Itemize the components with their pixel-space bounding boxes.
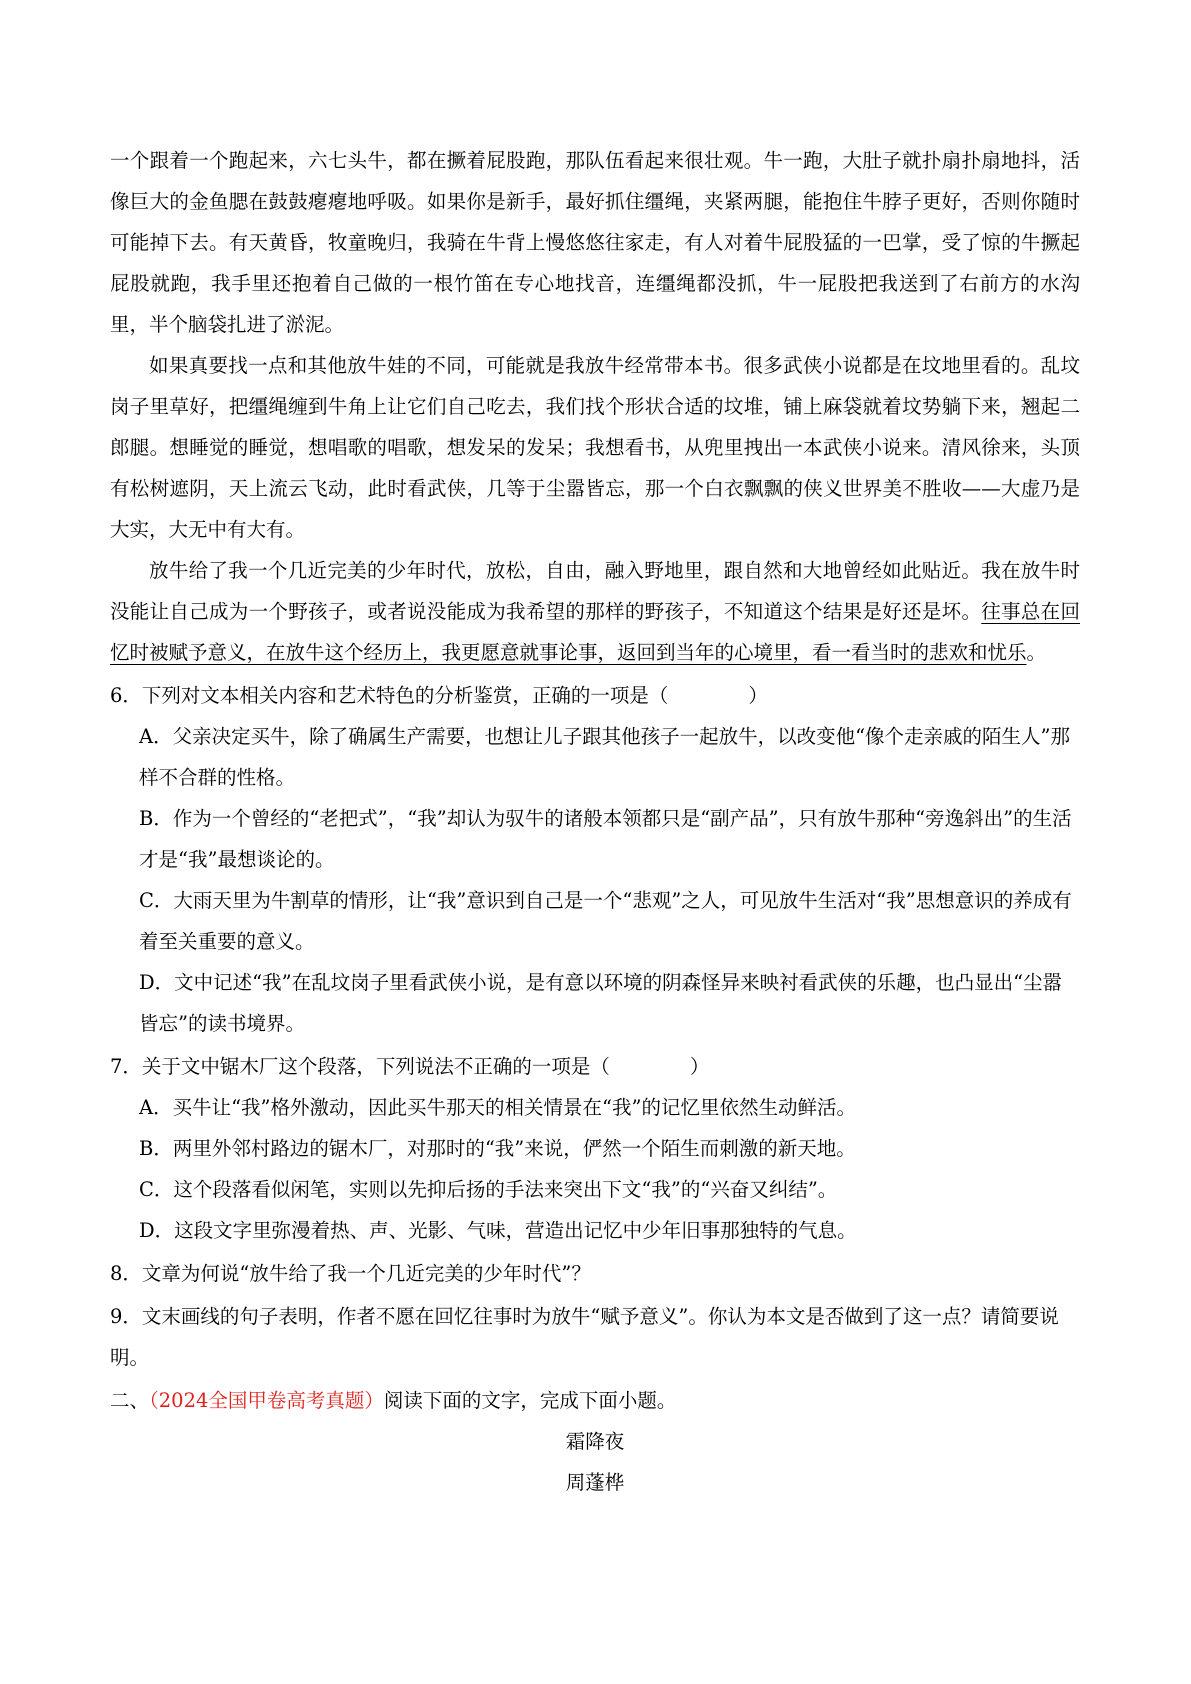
question-7-option-b: B．两里外邻村路边的锯木厂，对那时的“我”来说，俨然一个陌生而刺激的新天地。 xyxy=(139,1137,856,1160)
question-7-stem xyxy=(110,1046,1080,1087)
section-2-heading xyxy=(110,1380,1080,1421)
question-7-text: 7．关于文中锯木厂这个段落，下列说法不正确的一项是（ xyxy=(110,1055,610,1078)
passage-paragraph-1: 一个跟着一个跑起来，六七头牛，都在撅着屁股跑，那队伍看起来很壮观。牛一跑，大肚子就扑扇扑扇地抖，活像巨大的金鱼腮在鼓鼓瘪瘪地呼吸。如果你是新手，最好抓住缰绳，夹紧两腿，能抱住牛脖子更好，否则你随时可能掉下去。有天黄昏，牧童晚归，我骑在牛背上慢悠悠往家走，有人对着牛屁股猛的一巴掌，受了惊的牛撅起屁股就跑，我手里还抱着自己做的一根竹笛在专心地找音，连缰绳都没抓，牛一屁股把我送到了右前方的水沟里，半个脑袋扎进了淤泥。 xyxy=(110,149,1080,336)
question-7-option-d: D．这段文字里弥漫着热、声、光影、气味，营造出记忆中少年旧事那独特的气息。 xyxy=(139,1219,857,1242)
question-9: 9．文末画线的句子表明，作者不愿在回忆往事时为放牛“赋予意义”。你认为本文是否做到了这一点？请简要说明。 xyxy=(110,1305,1059,1369)
question-7-close: ） xyxy=(689,1055,710,1078)
question-7-option-a: A．买牛让“我”格外激动，因此买牛那天的相关情景在“我”的记忆里依然生动鲜活。 xyxy=(139,1096,856,1119)
question-6-close: ） xyxy=(748,684,768,707)
article-title: 霜降夜 xyxy=(565,1430,625,1453)
article-author: 周蓬桦 xyxy=(565,1471,625,1494)
question-6-text: 6．下列对文本相关内容和艺术特色的分析鉴赏，正确的一项是（ xyxy=(110,684,669,707)
passage-paragraph-3-end: 。 xyxy=(1026,641,1047,664)
question-6-stem xyxy=(110,675,1080,716)
document-page xyxy=(110,140,1080,1503)
question-7-option-c: C．这个段落看似闲笔，实则以先抑后扬的手法来突出下文“我”的“兴奋又纠结”。 xyxy=(139,1178,838,1201)
passage-paragraph-3-text: 放牛给了我一个几近完美的少年时代，放松，自由，融入野地里，跟自然和大地曾经如此贴近。我在放牛时没能让自己成为一个野孩子，或者说没能成为我希望的那样的野孩子，不知道这个结果是好还是坏。 xyxy=(110,559,1080,623)
question-8: 8．文章为何说“放牛给了我一个几近完美的少年时代”？ xyxy=(110,1262,591,1285)
question-6-option-b: B．作为一个曾经的“老把式”，“我”却认为驭牛的诸般本领都只是“副产品”，只有放牛那种“旁逸斜出”的生活才是“我”最想谈论的。 xyxy=(139,807,1072,871)
passage-paragraph-2: 如果真要找一点和其他放牛娃的不同，可能就是我放牛经常带本书。很多武侠小说都是在坟地里看的。乱坟岗子里草好，把缰绳缠到牛角上让它们自己吃去，我们找个形状合适的坟堆，铺上麻袋就着坟势躺下来，翘起二郎腿。想睡觉的睡觉，想唱歌的唱歌，想发呆的发呆；我想看书，从兜里拽出一本武侠小说来。清风徐来，头顶有松树遮阴，天上流云飞动，此时看武侠，几等于尘嚣皆忘，那一个白衣飘飘的侠义世界美不胜收——大虚乃是大实，大无中有大有。 xyxy=(110,354,1080,541)
question-6-option-d: D．文中记述“我”在乱坟岗子里看武侠小说，是有意以环境的阴森怪异来映衬看武侠的乐趣，也凸显出“尘嚣皆忘”的读书境界。 xyxy=(139,971,1063,1035)
underlined-sentence: 往事总在回忆时被赋予意义，在放牛这个经历上，我更愿意就事论事，返回到当年的心境里，看一看当时的悲欢和忧乐 xyxy=(110,600,1080,664)
passage-paragraph-3 xyxy=(110,550,1080,673)
question-6-option-c: C．大雨天里为牛割草的情形，让“我”意识到自己是一个“悲观”之人，可见放牛生活对“我”思想意识的养成有着至关重要的意义。 xyxy=(139,889,1072,953)
section-2-source: （2024全国甲卷高考真题） xyxy=(149,1389,384,1412)
section-2-prefix: 二、 xyxy=(110,1389,150,1412)
question-6-option-a: A．父亲决定买牛，除了确属生产需要，也想让儿子跟其他孩子一起放牛，以改变他“像个走亲戚的陌生人”那样不合群的性格。 xyxy=(139,725,1071,789)
section-2-instruction: 阅读下面的文字，完成下面小题。 xyxy=(383,1389,677,1412)
